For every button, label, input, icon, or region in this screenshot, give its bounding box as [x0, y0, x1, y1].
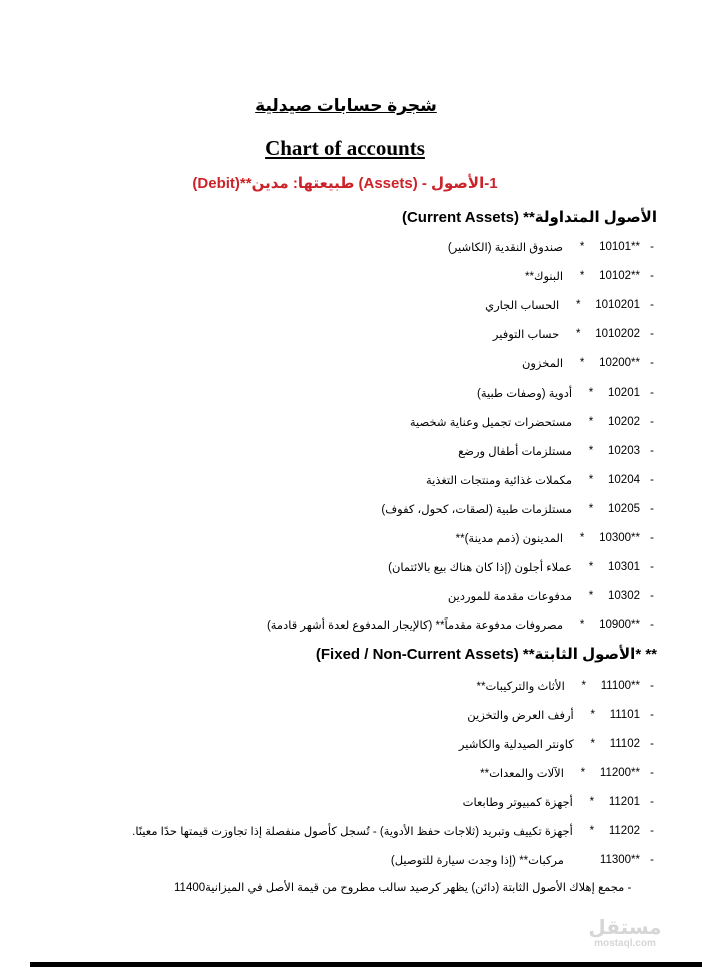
account-row [456, 530, 654, 546]
level-marker: * [579, 532, 585, 544]
account-code: 10101** [599, 241, 640, 253]
account-name: البنوك** [525, 271, 564, 284]
account-name: الأثاث والتركيبات** [476, 681, 565, 693]
account-code: 1010201 [595, 299, 640, 312]
bullet-dash: - [650, 502, 654, 515]
account-row [480, 765, 654, 781]
bullet-dash: - [650, 299, 654, 312]
current-assets-heading: الأصول المتداولة** (Current Assets) [401, 209, 657, 226]
level-marker: * [580, 767, 586, 779]
bullet-dash: - [650, 767, 654, 779]
account-name: الحساب الجاري [485, 300, 560, 313]
bullet-dash: - [650, 796, 654, 808]
account-code: 10200** [599, 357, 640, 370]
level-marker: * [579, 619, 585, 632]
level-marker: * [588, 473, 594, 486]
bullet-dash: - [650, 473, 654, 486]
account-row [448, 588, 654, 604]
account-name: أرفف العرض والتخزين [467, 710, 574, 722]
account-name: مدفوعات مقدمة للموردين [447, 591, 573, 604]
account-row [493, 326, 654, 342]
account-name: الآلات والمعدات** [480, 768, 564, 780]
account-code: 1010202 [595, 328, 640, 341]
account-name: مركبات** (إذا وجدت سيارة للتوصيل) [390, 855, 564, 867]
level-marker: * [588, 386, 594, 399]
account-code: 11100** [600, 680, 640, 692]
bullet-dash: - [650, 241, 654, 253]
bullet-dash: - [650, 854, 654, 866]
page-title-english: Chart of accounts [265, 136, 425, 160]
account-row [467, 707, 654, 723]
account-row [410, 414, 654, 430]
account-code: 10202 [608, 415, 640, 428]
page-title-arabic: شجرة حسابات صيدلية [255, 96, 437, 115]
account-row [477, 385, 654, 401]
bullet-dash: - [650, 825, 654, 837]
level-marker: * [579, 357, 585, 370]
account-row [426, 472, 654, 488]
level-marker: * [575, 328, 581, 341]
account-name: أجهزة كمبيوتر وطابعات [462, 797, 573, 809]
account-code: 10102** [599, 270, 640, 283]
account-code: 10300** [599, 532, 640, 544]
bullet-dash: - [650, 357, 654, 370]
account-code: 11400 [174, 882, 206, 894]
account-name: مصروفات مدفوعة مقدماً** (كالإيجار المدفوع لعدة أشهر قادمة) [266, 620, 564, 633]
account-name: مكملات غذائية ومنتجات التغذية [425, 474, 573, 487]
bullet-dash: - [650, 680, 654, 692]
accumulated-depreciation-line [174, 880, 649, 894]
account-name: صندوق النقدية (الكاشير) [447, 242, 564, 254]
level-marker: * [588, 444, 594, 457]
bullet-dash: - [650, 415, 654, 428]
account-row [388, 559, 654, 575]
level-marker: * [590, 709, 595, 721]
account-row [459, 736, 654, 752]
account-row [448, 239, 654, 255]
bullet-dash: - [650, 444, 654, 457]
account-row [132, 823, 654, 839]
bullet-dash: - [650, 738, 654, 750]
account-row [463, 794, 654, 810]
section-assets-heading: 1-الأصول - (Assets) طبيعتها: مدين**(Debit) [192, 175, 498, 192]
level-marker: * [589, 825, 595, 837]
bullet-dash: - [650, 328, 654, 341]
account-code: 10301 [608, 561, 640, 574]
level-marker: * [588, 502, 594, 515]
watermark-url: mostaql.com [594, 938, 656, 949]
bullet-dash: - [650, 709, 654, 721]
account-row [267, 617, 654, 633]
account-row [522, 355, 654, 371]
level-marker: * [575, 299, 581, 312]
account-name: أجهزة تكييف وتبريد (ثلاجات حفظ الأدوية) - تُسجل كأصول منفصلة إذا تجاوزت قيمتها حدًا معينًا. [132, 826, 573, 838]
account-row [391, 852, 654, 868]
bullet-dash: - [650, 270, 654, 283]
bullet-dash: - [650, 590, 654, 603]
watermark-logo-text: مستقل [588, 917, 662, 939]
account-code: 11201 [608, 796, 640, 808]
account-name: أدوية (وصفات طبية) [477, 387, 573, 400]
account-row [458, 443, 654, 459]
level-marker: * [588, 590, 594, 603]
account-name: مستلزمات أطفال ورضع [458, 445, 573, 458]
account-code: 11101 [609, 709, 640, 721]
account-code: 11200** [599, 767, 640, 779]
account-code: 11202 [608, 825, 640, 837]
bullet-dash: - [650, 386, 654, 399]
level-marker: * [579, 241, 585, 253]
account-name: عملاء أجلون (إذا كان هناك بيع بالائتمان) [388, 562, 573, 575]
account-code: 10201 [608, 386, 640, 399]
level-marker: * [579, 270, 585, 283]
account-code: 10302 [608, 590, 640, 603]
account-name: مستلزمات طبية (لصقات، كحول، كفوف) [381, 503, 573, 516]
account-name: مستحضرات تجميل وعناية شخصية [409, 416, 573, 429]
account-code: 11102 [609, 738, 640, 750]
account-name: المدينون (ذمم مدينة)** [455, 533, 564, 545]
account-row [477, 678, 654, 694]
account-name: كاونتر الصيدلية والكاشير [458, 739, 574, 751]
account-name: حساب التوفير [492, 329, 560, 342]
fixed-assets-heading: ** *الأصول الثابتة** (Fixed / Non-Current Assets) [315, 646, 657, 663]
account-code: 10204 [608, 473, 640, 486]
mostaql-watermark [585, 918, 665, 950]
account-code: 10203 [608, 444, 640, 457]
account-code: 11300** [599, 854, 640, 866]
account-row [381, 501, 654, 517]
level-marker: * [589, 796, 595, 808]
account-code: 10900** [599, 619, 640, 632]
level-marker: * [588, 561, 594, 574]
level-marker: * [590, 738, 595, 750]
account-name: المخزون [521, 358, 564, 371]
account-code: 10205 [608, 502, 640, 515]
account-row [485, 297, 654, 313]
bullet-dash: - [650, 561, 654, 574]
bullet-dash: - [650, 532, 654, 544]
level-marker: * [588, 415, 594, 428]
account-row [525, 268, 654, 284]
account-name: - مجمع إهلاك الأصول الثابتة (دائن) يظهر كرصيد سالب مطروح من قيمة الأصل في الميزانية [205, 882, 632, 894]
bullet-dash: - [650, 619, 654, 632]
level-marker: * [581, 680, 586, 692]
bottom-rule [30, 962, 702, 967]
